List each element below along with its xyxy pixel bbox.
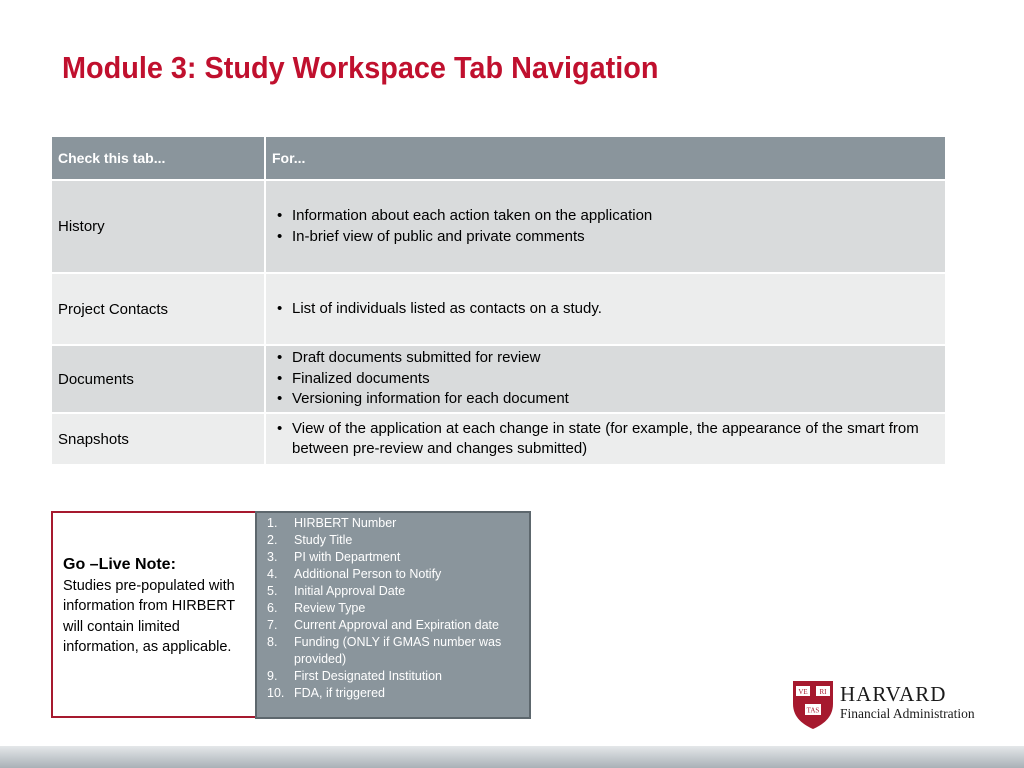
- list-number: 8.: [267, 635, 278, 649]
- list-text: First Designated Institution: [294, 669, 442, 683]
- description-cell: [266, 346, 945, 412]
- hirbert-fields-box: [255, 511, 531, 719]
- note-body: Studies pre-populated with information from HIRBERT will contain limited information, as applicable.: [63, 577, 235, 655]
- table-row: [52, 181, 945, 272]
- list-number: 5.: [267, 584, 278, 598]
- harvard-wordmark: HARVARD: [840, 682, 947, 706]
- svg-text:TAS: TAS: [806, 706, 820, 715]
- table-row: [52, 414, 945, 464]
- list-item: [267, 566, 519, 583]
- bullet-list: [272, 206, 939, 247]
- list-item: [267, 549, 519, 566]
- list-number: 6.: [267, 601, 278, 615]
- list-text: Study Title: [294, 533, 353, 547]
- slide-title: Module 3: Study Workspace Tab Navigation: [62, 50, 659, 85]
- list-text: Current Approval and Expiration date: [294, 618, 499, 632]
- list-item: [267, 668, 519, 685]
- list-text: PI with Department: [294, 550, 401, 564]
- list-item: [267, 634, 519, 668]
- list-item: [267, 532, 519, 549]
- list-text: Funding (ONLY if GMAS number was provided): [294, 635, 502, 666]
- tab-name-cell: Project Contacts: [52, 274, 264, 344]
- bullet-item: • In-brief view of public and private comments: [272, 227, 939, 248]
- list-text: Initial Approval Date: [294, 584, 406, 598]
- bullet-item: • Information about each action taken on the application: [272, 206, 939, 227]
- table-header-row: [52, 137, 945, 179]
- description-cell: [266, 181, 945, 272]
- note-title: Go –Live Note:: [63, 556, 176, 573]
- bullet-item: • Finalized documents: [272, 369, 939, 390]
- tab-name-cell: Documents: [52, 346, 264, 412]
- list-number: 3.: [267, 550, 278, 564]
- list-item: [267, 583, 519, 600]
- go-live-note-box: [51, 511, 257, 718]
- list-number: 10.: [267, 686, 285, 700]
- hirbert-fields-list: [267, 515, 519, 702]
- financial-administration-text: Financial Administration: [840, 706, 975, 721]
- table-row: [52, 346, 945, 412]
- footer-bar: [0, 746, 1024, 768]
- list-text: FDA, if triggered: [294, 686, 386, 700]
- svg-text:VE: VE: [798, 688, 808, 696]
- table-row: [52, 274, 945, 344]
- list-item: [267, 617, 519, 634]
- bullet-list: [272, 299, 939, 320]
- list-number: 7.: [267, 618, 278, 632]
- harvard-logo: [792, 680, 1012, 732]
- bullet-item: • Versioning information for each document: [272, 389, 939, 410]
- list-item: [267, 685, 519, 702]
- header-check-this-tab: Check this tab...: [52, 137, 264, 179]
- list-item: [267, 600, 519, 617]
- list-number: 9.: [267, 669, 278, 683]
- svg-text:RI: RI: [819, 688, 827, 696]
- list-text: Review Type: [294, 601, 366, 615]
- tab-name-cell: History: [52, 181, 264, 272]
- list-text: Additional Person to Notify: [294, 567, 442, 581]
- description-cell: [266, 274, 945, 344]
- header-for: For...: [266, 137, 945, 179]
- bullet-list: [272, 419, 939, 460]
- tab-navigation-table: [50, 135, 947, 466]
- list-item: [267, 515, 519, 532]
- bullet-item: • Draft documents submitted for review: [272, 348, 939, 369]
- list-number: 4.: [267, 567, 278, 581]
- tab-name-cell: Snapshots: [52, 414, 264, 464]
- list-number: 1.: [267, 516, 278, 530]
- list-text: HIRBERT Number: [294, 516, 397, 530]
- bullet-item: • List of individuals listed as contacts on a study.: [272, 299, 939, 320]
- bullet-item: • View of the application at each change in state (for example, the appearance of the smart from between pre-review and changes submitted): [272, 419, 939, 460]
- list-number: 2.: [267, 533, 278, 547]
- bullet-list: [272, 348, 939, 410]
- description-cell: [266, 414, 945, 464]
- harvard-shield-icon: [792, 680, 834, 730]
